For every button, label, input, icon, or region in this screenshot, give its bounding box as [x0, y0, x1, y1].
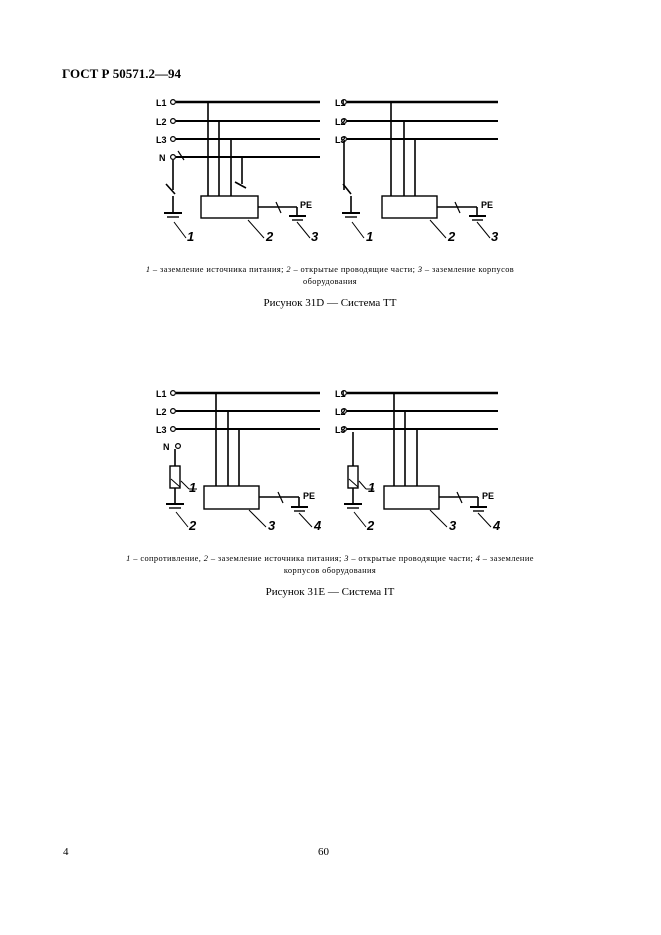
tt-right-marker-3: 3: [491, 229, 499, 244]
it-right-label-pe: PE: [482, 491, 495, 501]
it-right-label-l1: L1: [335, 389, 346, 399]
it-marker-4: 4: [314, 518, 322, 533]
caption-tt: 1 – заземление источника питания; 2 – открытые проводящие части; 3 – заземление корпусов оборудования: [145, 265, 515, 286]
footer-left-number: 4: [63, 846, 69, 858]
tt-right-marker-1: 1: [366, 229, 374, 244]
it-marker-2: 2: [189, 518, 197, 533]
tt-label-n: N: [159, 153, 166, 163]
it-right-marker-1: 1: [368, 480, 376, 495]
it-right-marker-4: 4: [493, 518, 501, 533]
tt-marker-2: 2: [266, 229, 274, 244]
figure-title-tt: Рисунок 31D — Система ТТ: [263, 297, 397, 309]
tt-right-label-l1: L1: [335, 98, 346, 108]
tt-label-l3: L3: [156, 135, 167, 145]
tt-label-pe: PE: [300, 200, 313, 210]
it-label-l3: L3: [156, 425, 167, 435]
it-label-pe: PE: [303, 491, 316, 501]
it-label-l2: L2: [156, 407, 167, 417]
tt-right-label-pe: PE: [481, 200, 494, 210]
tt-right-marker-2: 2: [448, 229, 456, 244]
caption-it: 1 – сопротивление, 2 – заземление источника питания; 3 – открытые проводящие части; 4 – заземление корпусов оборудования: [126, 554, 534, 575]
tt-right-label-l3: L3: [335, 135, 346, 145]
standard-header: ГОСТ Р 50571.2—94: [62, 66, 181, 81]
it-marker-1: 1: [189, 480, 197, 495]
it-label-n: N: [163, 442, 170, 452]
it-right-marker-3: 3: [449, 518, 457, 533]
tt-label-l2: L2: [156, 117, 167, 127]
it-label-l1: L1: [156, 389, 167, 399]
page-number: 60: [318, 846, 329, 858]
it-right-label-l3: L3: [335, 425, 346, 435]
it-marker-3: 3: [268, 518, 276, 533]
it-right-marker-2: 2: [367, 518, 375, 533]
tt-marker-3: 3: [311, 229, 319, 244]
it-right-label-l2: L2: [335, 407, 346, 417]
figure-title-it: Рисунок 31Е — Система IT: [265, 586, 395, 598]
tt-right-label-l2: L2: [335, 117, 346, 127]
tt-label-l1: L1: [156, 98, 167, 108]
tt-marker-1: 1: [187, 229, 195, 244]
